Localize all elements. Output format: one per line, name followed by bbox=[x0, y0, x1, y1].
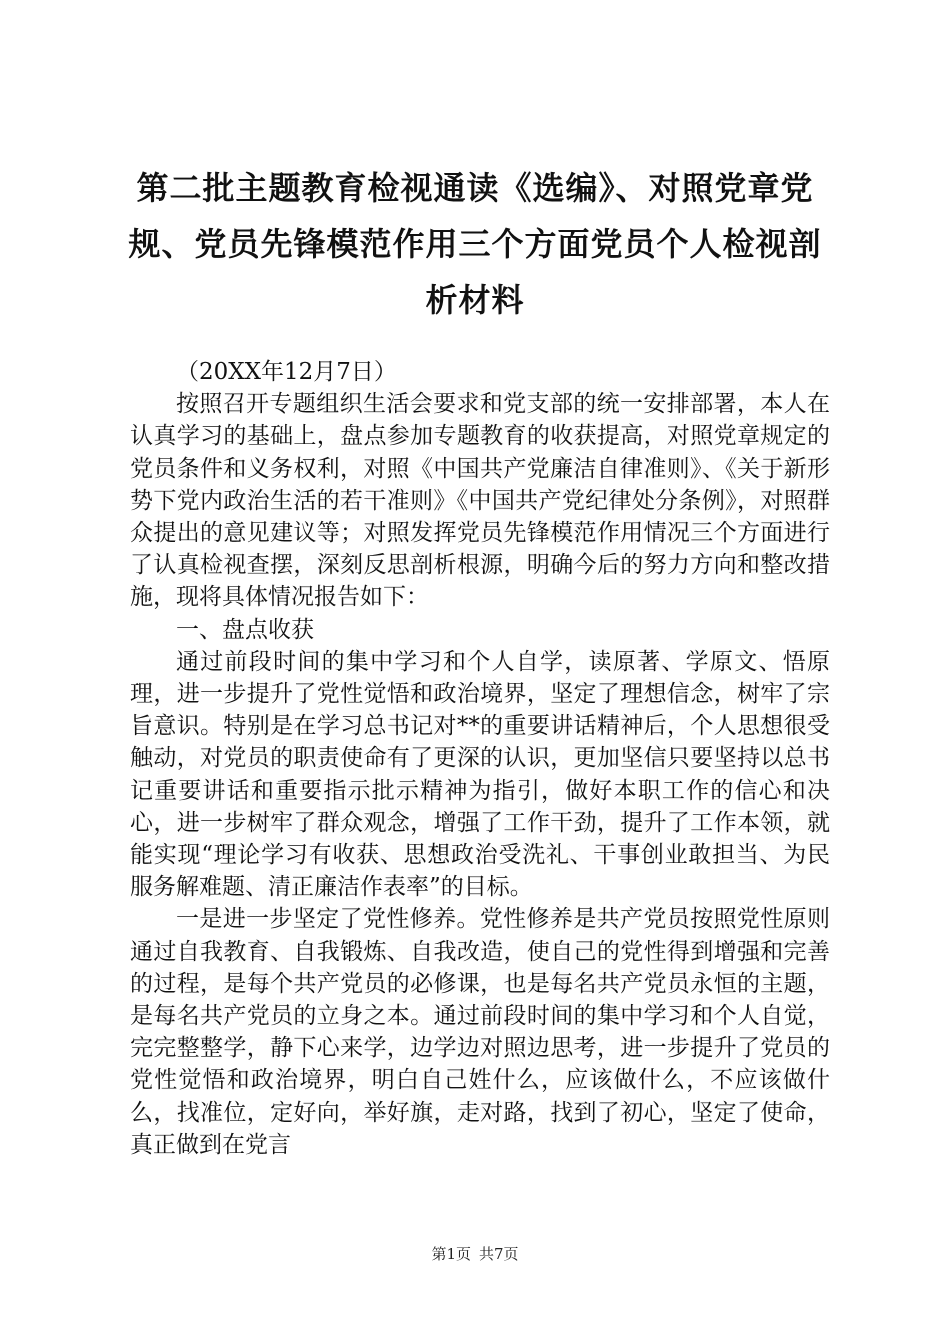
paragraph-gains: 通过前段时间的集中学习和个人自学，读原著、学原文、悟原理，进一步提升了党性觉悟和政治境界，坚定了理想信念，树牢了宗旨意识。特别是在学习总书记对**的重要讲话精神后，个人思想很受触动，对党员的职责使命有了更深的认识，更加坚信只要坚持以总书记重要讲话和重要指示批示精神为指引，做好本职工作的信心和决心，进一步树牢了群众观念，增强了工作干劲，提升了工作本领，就能实现“理论学习有收获、思想政治受洗礼、干事创业敢担当、为民服务解难题、清正廉洁作表率”的目标。 bbox=[130, 648, 830, 901]
paragraph-intro: 按照召开专题组织生活会要求和党支部的统一安排部署，本人在认真学习的基础上，盘点参加专题教育的收获提高，对照党章规定的党员条件和义务权利，对照《中国共产党廉洁自律准则》、《关于新形势下党内政治生活的若干准则》《中国共产党纪律处分条例》，对照群众提出的意见建议等；对照发挥党员先锋模范作用情况三个方面进行了认真检视查摆，深刻反思剖析根源，明确今后的努力方向和整改措施，现将具体情况报告如下： bbox=[130, 391, 830, 611]
section-heading: 一、盘点收获 bbox=[176, 616, 314, 643]
page-footer bbox=[0, 1244, 950, 1264]
paragraph-party-spirit: 一是进一步坚定了党性修养。党性修养是共产党员按照党性原则通过自我教育、自我锻炼、自我改造，使自己的党性得到增强和完善的过程，是每个共产党员的必修课，也是每名共产党员永恒的主题，是每名共产党员的立身之本。通过前段时间的集中学习和个人自觉，完完整整学，静下心来学，边学边对照边思考，进一步提升了党员的党性觉悟和政治境界，明白自己姓什么，应该做什么，不应该做什么，找准位，定好向，举好旗，走对路，找到了初心，坚定了使命，真正做到在党言 bbox=[130, 906, 830, 1158]
document-body bbox=[130, 356, 830, 1161]
document-date: （20XX年12月7日） bbox=[176, 359, 397, 385]
document-title: 第二批主题教育检视通读《选编》、对照党章党规、党员先锋模范作用三个方面党员个人检视剖析材料 bbox=[128, 169, 822, 319]
page-total: 共7页 bbox=[479, 1245, 519, 1263]
page-number: 第1页 bbox=[431, 1245, 471, 1263]
